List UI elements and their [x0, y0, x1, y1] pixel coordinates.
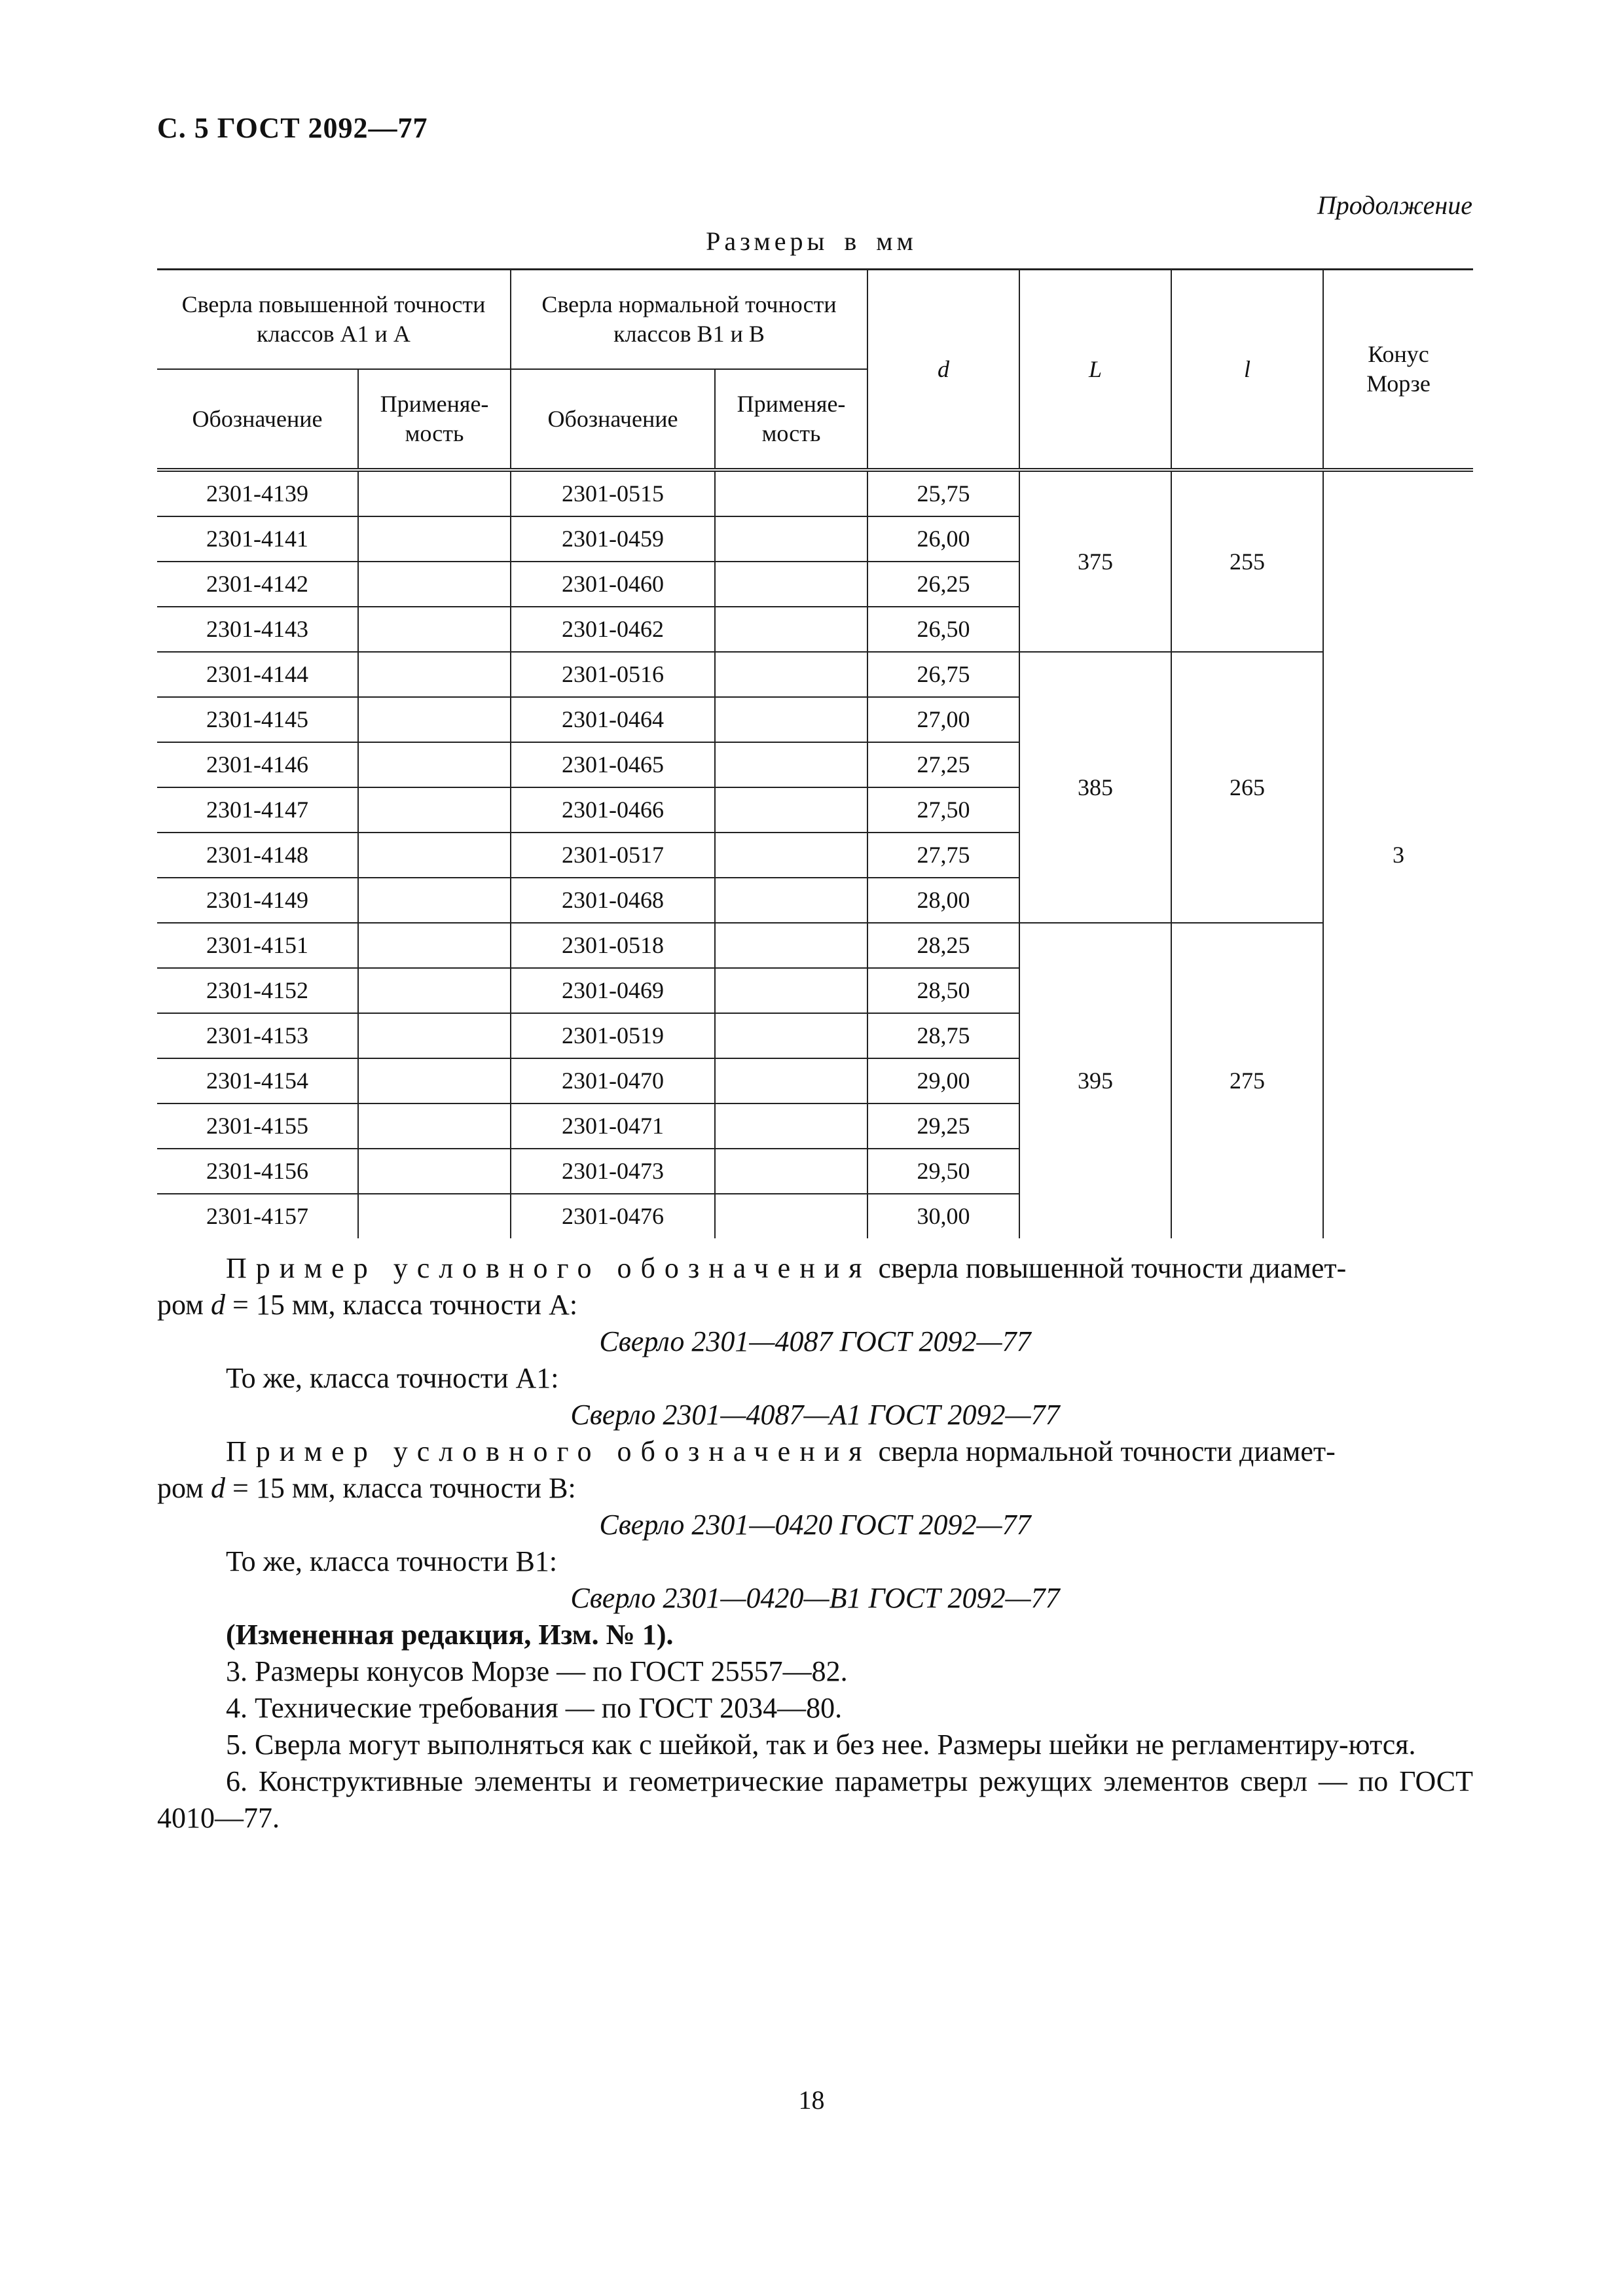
applicability-a [358, 1194, 511, 1238]
example-2-designation: Сверло 2301—0420 ГОСТ 2092—77 [599, 1509, 1031, 1541]
example-1-intro [157, 1250, 1473, 1287]
designation-b: 2301-0465 [511, 742, 715, 787]
designation-b: 2301-0470 [511, 1058, 715, 1103]
applicability-a [358, 742, 511, 787]
diameter-d: 25,75 [867, 470, 1019, 516]
applicability-b [715, 878, 867, 923]
diameter-d: 26,50 [867, 607, 1019, 652]
designation-b: 2301-0459 [511, 516, 715, 562]
designation-b: 2301-0518 [511, 923, 715, 968]
designation-b: 2301-0476 [511, 1194, 715, 1238]
morse-header-text: Конус Морзе [1366, 341, 1431, 397]
example-label: Пример условного обозначения [226, 1252, 871, 1284]
col-header-l: l [1171, 270, 1323, 471]
diameter-d: 27,00 [867, 697, 1019, 742]
designation-b: 2301-0517 [511, 833, 715, 878]
var-d: d [211, 1289, 226, 1321]
col-header-designation-b: Обозначение [511, 369, 715, 470]
diameter-d: 27,50 [867, 787, 1019, 833]
applicability-a [358, 607, 511, 652]
diameter-d: 27,25 [867, 742, 1019, 787]
diameter-d: 26,25 [867, 562, 1019, 607]
applicability-a [358, 697, 511, 742]
designation-a: 2301-4155 [157, 1103, 358, 1149]
designation-a: 2301-4142 [157, 562, 358, 607]
designation-b: 2301-0515 [511, 470, 715, 516]
example-1-a1-designation: Сверло 2301—4087—А1 ГОСТ 2092—77 [570, 1399, 1060, 1431]
col-header-d: d [867, 270, 1019, 471]
same-b1: То же, класса точности В1: [226, 1545, 558, 1577]
group-header-increased: Сверла повышенной точности классов А1 и А [157, 270, 511, 370]
applicability-a [358, 878, 511, 923]
item-5: 5. Сверла могут выполняться как с шейкой, так и без нее. Размеры шейки не регламентиру-ются. [226, 1729, 1416, 1761]
example-1-prefix: ром [157, 1289, 211, 1321]
designation-a: 2301-4139 [157, 470, 358, 516]
designation-a: 2301-4145 [157, 697, 358, 742]
item-3: 3. Размеры конусов Морзе — по ГОСТ 25557—82. [226, 1655, 848, 1687]
applicability-b [715, 1149, 867, 1194]
designation-b: 2301-0516 [511, 652, 715, 697]
page-number: 18 [798, 2085, 825, 2115]
applicability-a [358, 923, 511, 968]
designation-b: 2301-0466 [511, 787, 715, 833]
length-L: 385 [1019, 652, 1171, 923]
units-label [0, 226, 1623, 257]
example-2-suffix: = 15 мм, класса точности В: [225, 1472, 576, 1504]
designation-a: 2301-4153 [157, 1013, 358, 1058]
example-2-b1-designation: Сверло 2301—0420—В1 ГОСТ 2092—77 [570, 1582, 1060, 1614]
applicability-b [715, 1103, 867, 1149]
applicability-b [715, 1058, 867, 1103]
document-header: С. 5 ГОСТ 2092—77 [157, 112, 428, 144]
diameter-d: 26,75 [867, 652, 1019, 697]
designation-b: 2301-0462 [511, 607, 715, 652]
applicability-b [715, 607, 867, 652]
applicability-b [715, 968, 867, 1013]
designation-b: 2301-0473 [511, 1149, 715, 1194]
designation-a: 2301-4156 [157, 1149, 358, 1194]
units-in: в [844, 226, 861, 256]
example-2-intro [157, 1433, 1473, 1470]
designation-a: 2301-4152 [157, 968, 358, 1013]
table-row [157, 652, 1473, 697]
applicability-b [715, 923, 867, 968]
example-2-line2 [157, 1470, 1473, 1507]
designation-a: 2301-4149 [157, 878, 358, 923]
designation-b: 2301-0460 [511, 562, 715, 607]
continuation-label: Продолжение [1317, 190, 1472, 220]
examples-section [157, 1250, 1473, 1837]
example-label-2: Пример условного обозначения [226, 1435, 871, 1467]
applicability-b [715, 1013, 867, 1058]
applicability-b [715, 787, 867, 833]
dimensions-table [157, 268, 1473, 1238]
table-body [157, 470, 1473, 1238]
diameter-d: 29,00 [867, 1058, 1019, 1103]
designation-b: 2301-0468 [511, 878, 715, 923]
applicability-b [715, 470, 867, 516]
applicability-a [358, 968, 511, 1013]
applicability-a [358, 833, 511, 878]
table-row [157, 923, 1473, 968]
example-1-designation: Сверло 2301—4087 ГОСТ 2092—77 [599, 1325, 1031, 1357]
applicability-b [715, 516, 867, 562]
applicability-b [715, 833, 867, 878]
col-header-morse [1323, 270, 1473, 471]
designation-a: 2301-4147 [157, 787, 358, 833]
applicability-a [358, 516, 511, 562]
designation-a: 2301-4151 [157, 923, 358, 968]
diameter-d: 28,75 [867, 1013, 1019, 1058]
length-L: 395 [1019, 923, 1171, 1238]
example-1-line2 [157, 1287, 1473, 1323]
designation-a: 2301-4144 [157, 652, 358, 697]
item-4: 4. Технические требования — по ГОСТ 2034—80. [226, 1692, 843, 1724]
example-1-suffix: = 15 мм, класса точности А: [225, 1289, 578, 1321]
diameter-d: 29,50 [867, 1149, 1019, 1194]
length-l: 275 [1171, 923, 1323, 1238]
length-l: 255 [1171, 470, 1323, 652]
diameter-d: 30,00 [867, 1194, 1019, 1238]
designation-a: 2301-4146 [157, 742, 358, 787]
diameter-d: 26,00 [867, 516, 1019, 562]
col-header-L: L [1019, 270, 1171, 471]
example-1-rest: сверла повышенной точности диамет- [878, 1252, 1347, 1284]
length-l: 265 [1171, 652, 1323, 923]
applicability-a [358, 470, 511, 516]
units-word: Размеры [706, 226, 829, 256]
col-header-applicability-a: Применяе- мость [358, 369, 511, 470]
designation-a: 2301-4154 [157, 1058, 358, 1103]
example-2-rest: сверла нормальной точности диамет- [878, 1435, 1336, 1467]
designation-a: 2301-4148 [157, 833, 358, 878]
group-header-normal: Сверла нормальной точности классов В1 и В [511, 270, 867, 370]
diameter-d: 28,25 [867, 923, 1019, 968]
designation-a: 2301-4143 [157, 607, 358, 652]
designation-b: 2301-0469 [511, 968, 715, 1013]
applicability-b [715, 652, 867, 697]
diameter-d: 27,75 [867, 833, 1019, 878]
same-a1: То же, класса точности А1: [226, 1362, 559, 1394]
designation-a: 2301-4141 [157, 516, 358, 562]
table-row [157, 470, 1473, 516]
diameter-d: 28,00 [867, 878, 1019, 923]
designation-a: 2301-4157 [206, 1203, 308, 1229]
col-header-designation-a: Обозначение [157, 369, 358, 470]
col-header-applicability-b: Применяе- мость [715, 369, 867, 470]
applicability-a [358, 652, 511, 697]
length-L: 375 [1019, 470, 1171, 652]
var-d-2: d [211, 1472, 226, 1504]
applicability-a [358, 1058, 511, 1103]
applicability-a [358, 562, 511, 607]
applicability-a [358, 1013, 511, 1058]
diameter-d: 29,25 [867, 1103, 1019, 1149]
designation-b: 2301-0464 [511, 697, 715, 742]
diameter-d: 28,50 [867, 968, 1019, 1013]
applicability-b [715, 697, 867, 742]
example-2-prefix: ром [157, 1472, 211, 1504]
amended-note: (Измененная редакция, Изм. № 1). [226, 1619, 674, 1651]
applicability-b [715, 742, 867, 787]
applicability-a [358, 1149, 511, 1194]
applicability-b [715, 562, 867, 607]
applicability-a [358, 1103, 511, 1149]
morse-taper: 3 [1323, 470, 1473, 1238]
designation-b: 2301-0471 [511, 1103, 715, 1149]
applicability-b [715, 1194, 867, 1238]
applicability-a [358, 787, 511, 833]
designation-b: 2301-0519 [511, 1013, 715, 1058]
item-6: 6. Конструктивные элементы и геометрические параметры режущих элементов сверл — по ГОСТ 4010—77. [157, 1765, 1473, 1834]
units-mm: мм [876, 226, 917, 256]
